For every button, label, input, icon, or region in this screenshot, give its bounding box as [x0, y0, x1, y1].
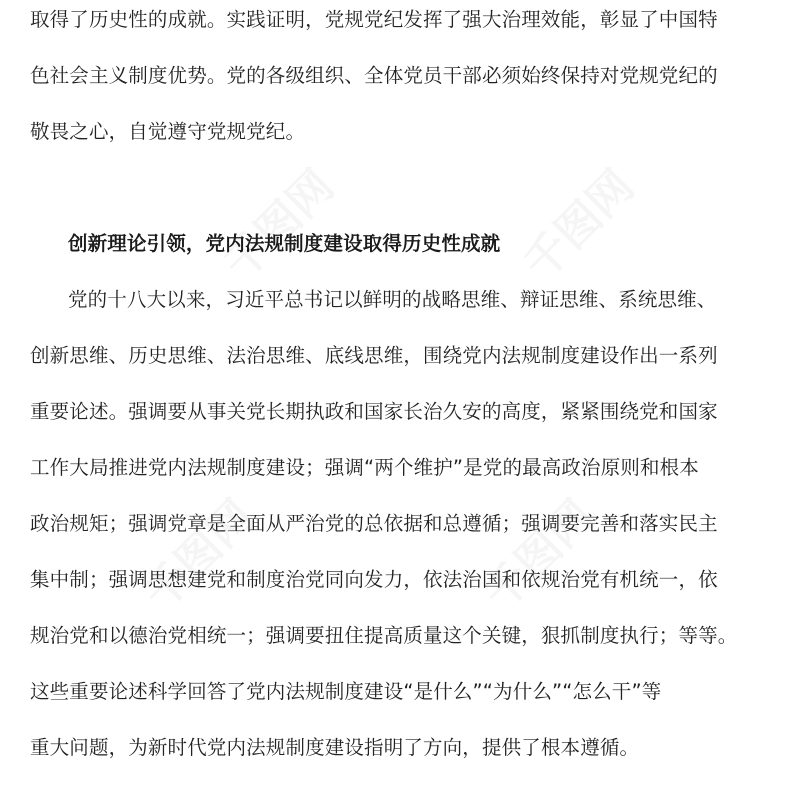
paragraph-line: 这些重要论述科学回答了党内法规制度建设“是什么”“为什么”“怎么干”等 — [30, 680, 662, 703]
watermark: 千图网 — [214, 160, 344, 290]
paragraph-line: 取得了历史性的成就。实践证明，党规党纪发挥了强大治理效能，彰显了中国特 — [30, 8, 718, 31]
watermark: 千图网 — [474, 490, 604, 620]
paragraph-line: 重大问题，为新时代党内法规制度建设指明了方向，提供了根本遵循。 — [30, 736, 640, 759]
paragraph-line: 政治规矩；强调党章是全面从严治党的总依据和总遵循；强调要完善和落实民主 — [30, 512, 718, 535]
paragraph-line: 集中制；强调思想建党和制度治党同向发力，依法治国和依规治党有机统一，依 — [30, 568, 718, 591]
paragraph-line: 创新思维、历史思维、法治思维、底线思维，围绕党内法规制度建设作出一系列 — [30, 344, 718, 367]
paragraph-line: 规治党和以德治党相统一；强调要扭住提高质量这个关键，狠抓制度执行；等等。 — [30, 624, 738, 647]
paragraph-line: 工作大局推进党内法规制度建设；强调“两个维护”是党的最高政治原则和根本 — [30, 456, 699, 479]
paragraph-line: 色社会主义制度优势。党的各级组织、全体党员干部必须始终保持对党规党纪的 — [30, 64, 718, 87]
watermark: 千图网 — [134, 490, 264, 620]
watermark: 千图网 — [514, 160, 644, 290]
paragraph-line: 重要论述。强调要从事关党长期执政和国家长治久安的高度，紧紧围绕党和国家 — [30, 400, 718, 423]
section-heading: 创新理论引领，党内法规制度建设取得历史性成就 — [68, 232, 501, 255]
paragraph-line: 党的十八大以来，习近平总书记以鲜明的战略思维、辩证思维、系统思维、 — [68, 288, 717, 311]
paragraph-line: 敬畏之心，自觉遵守党规党纪。 — [30, 120, 306, 143]
